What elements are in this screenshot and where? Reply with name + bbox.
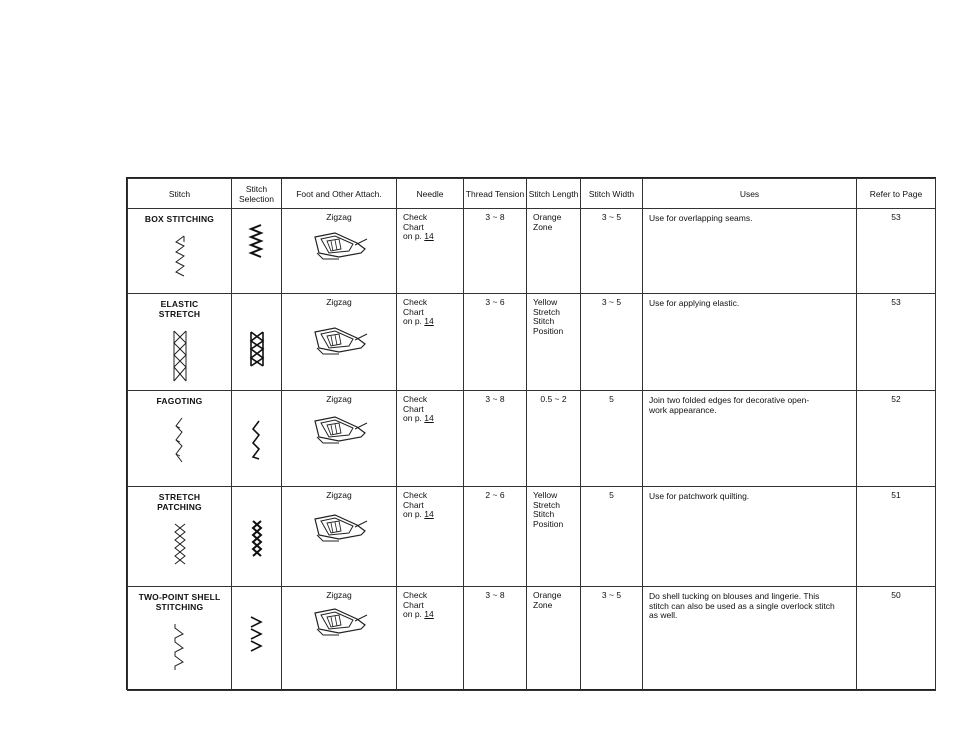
stitch-name: BOX STITCHING [144,214,215,224]
length-cell [527,487,581,587]
length-cell [527,209,581,294]
table-row [128,391,936,487]
header-foot: Foot and Other Attach. [282,179,397,209]
page-cell [857,294,936,391]
needle-text-1: Check [403,490,428,500]
needle-page-link[interactable]: 14 [424,231,434,241]
needle-text-1: Check [403,297,428,307]
header-width: Stitch Width [581,179,643,209]
selection-cell [232,487,282,587]
stretch-patching-pattern-icon [169,522,191,568]
length-cell [527,391,581,487]
selection-cell [232,209,282,294]
length-cell [527,294,581,391]
zigzag-foot-icon [309,229,369,263]
needle-text-1: Check [403,212,428,222]
selection-cell [232,294,282,391]
zigzag-foot-icon [309,605,369,639]
table-row [128,587,936,691]
needle-text-3: on p. [403,231,422,241]
needle-text-1: Check [403,590,428,600]
page-ref: 53 [891,297,901,307]
length-value: 0.5 ~ 2 [540,394,567,404]
foot-label: Zigzag [326,212,352,222]
uses-text: Do shell tucking on blouses and lingerie. This stitch can also be used as a single overlock stitch as well. [649,591,835,620]
uses-text: Join two folded edges for decorative open-work appearance. [649,395,810,415]
length-value: Orange Zone [533,212,562,232]
header-needle: Needle [397,179,464,209]
uses-text: Use for overlapping seams. [649,213,753,223]
needle-page-link[interactable]: 14 [424,509,434,519]
stitch-chart-table [126,177,936,690]
tension-value: 3 ~ 8 [485,590,505,600]
length-cell [527,587,581,691]
length-value: Yellow Stretch Stitch Position [533,297,564,336]
page-ref: 51 [891,490,901,500]
needle-cell [397,487,464,587]
foot-cell [282,294,397,391]
stretch-patching-selection-icon [247,519,267,559]
uses-text: Use for patchwork quilting. [649,491,750,501]
tension-cell [464,294,527,391]
needle-text-3: on p. [403,413,422,423]
width-cell [581,487,643,587]
width-cell [581,209,643,294]
uses-cell [643,391,857,487]
header-page: Refer to Page [857,179,936,209]
uses-text: Use for applying elastic. [649,298,740,308]
foot-label: Zigzag [326,490,352,500]
tension-value: 3 ~ 6 [485,297,505,307]
stitch-name: ELASTIC STRETCH [158,299,201,319]
selection-cell [232,587,282,691]
needle-text-3: on p. [403,509,422,519]
needle-cell [397,294,464,391]
box-stitch-pattern-icon [170,234,190,280]
stitch-name: TWO-POINT SHELL STITCHING [138,592,221,612]
page-cell [857,487,936,587]
page-cell [857,391,936,487]
foot-cell [282,209,397,294]
width-value: 3 ~ 5 [601,590,622,600]
fagoting-pattern-icon [170,416,190,464]
foot-label: Zigzag [326,590,352,600]
needle-text-2: Chart [403,403,424,414]
stitch-cell [128,487,232,587]
uses-cell [643,294,857,391]
selection-cell [232,391,282,487]
header-tension: Thread Tension [464,179,527,209]
width-cell [581,587,643,691]
fagoting-selection-icon [247,419,267,461]
table-row [128,294,936,391]
foot-cell [282,391,397,487]
stitch-name: STRETCH PATCHING [157,492,202,512]
needle-page-link[interactable]: 14 [424,609,434,619]
needle-text-2: Chart [403,499,424,510]
needle-text-3: on p. [403,316,422,326]
two-point-shell-selection-icon [247,615,267,655]
needle-cell [397,391,464,487]
width-cell [581,391,643,487]
header-stitch: Stitch [128,179,232,209]
tension-cell [464,587,527,691]
header-selection: Stitch Selection [232,179,282,209]
needle-text-2: Chart [403,221,424,232]
tension-cell [464,209,527,294]
stitch-cell [128,209,232,294]
needle-text-2: Chart [403,306,424,317]
needle-cell [397,209,464,294]
header-uses: Uses [643,179,857,209]
needle-page-link[interactable]: 14 [424,413,434,423]
uses-cell [643,587,857,691]
length-value: Yellow Stretch Stitch Position [533,490,564,529]
width-value: 3 ~ 5 [601,212,622,222]
elastic-stretch-pattern-icon [170,329,190,383]
tension-value: 2 ~ 6 [485,490,505,500]
needle-text-1: Check [403,394,428,404]
page-cell [857,587,936,691]
stitch-name: FAGOTING [156,396,203,406]
stitch-cell [128,391,232,487]
tension-value: 3 ~ 8 [485,212,505,222]
two-point-shell-pattern-icon [169,622,191,674]
table-row [128,487,936,587]
page-ref: 53 [891,212,901,222]
stitch-cell [128,294,232,391]
stitch-cell [128,587,232,691]
foot-label: Zigzag [326,297,352,307]
tension-cell [464,391,527,487]
length-value: Orange Zone [533,590,562,610]
tension-value: 3 ~ 8 [485,394,505,404]
width-cell [581,294,643,391]
header-row [128,179,936,209]
elastic-stretch-selection-icon [247,330,267,368]
table-row [128,209,936,294]
width-value: 5 [609,490,614,500]
foot-cell [282,487,397,587]
zigzag-foot-icon [309,511,369,545]
foot-cell [282,587,397,691]
page-ref: 50 [891,590,901,600]
zigzag-foot-icon [309,413,369,447]
needle-cell [397,587,464,691]
uses-cell [643,487,857,587]
needle-page-link[interactable]: 14 [424,316,434,326]
uses-cell [643,209,857,294]
width-value: 5 [609,394,614,404]
box-stitch-selection-icon [247,223,267,263]
tension-cell [464,487,527,587]
header-length: Stitch Length [527,179,581,209]
page-ref: 52 [891,394,901,404]
needle-text-3: on p. [403,609,422,619]
zigzag-foot-icon [309,324,369,358]
page-cell [857,209,936,294]
needle-text-2: Chart [403,599,424,610]
width-value: 3 ~ 5 [601,297,622,307]
foot-label: Zigzag [326,394,352,404]
